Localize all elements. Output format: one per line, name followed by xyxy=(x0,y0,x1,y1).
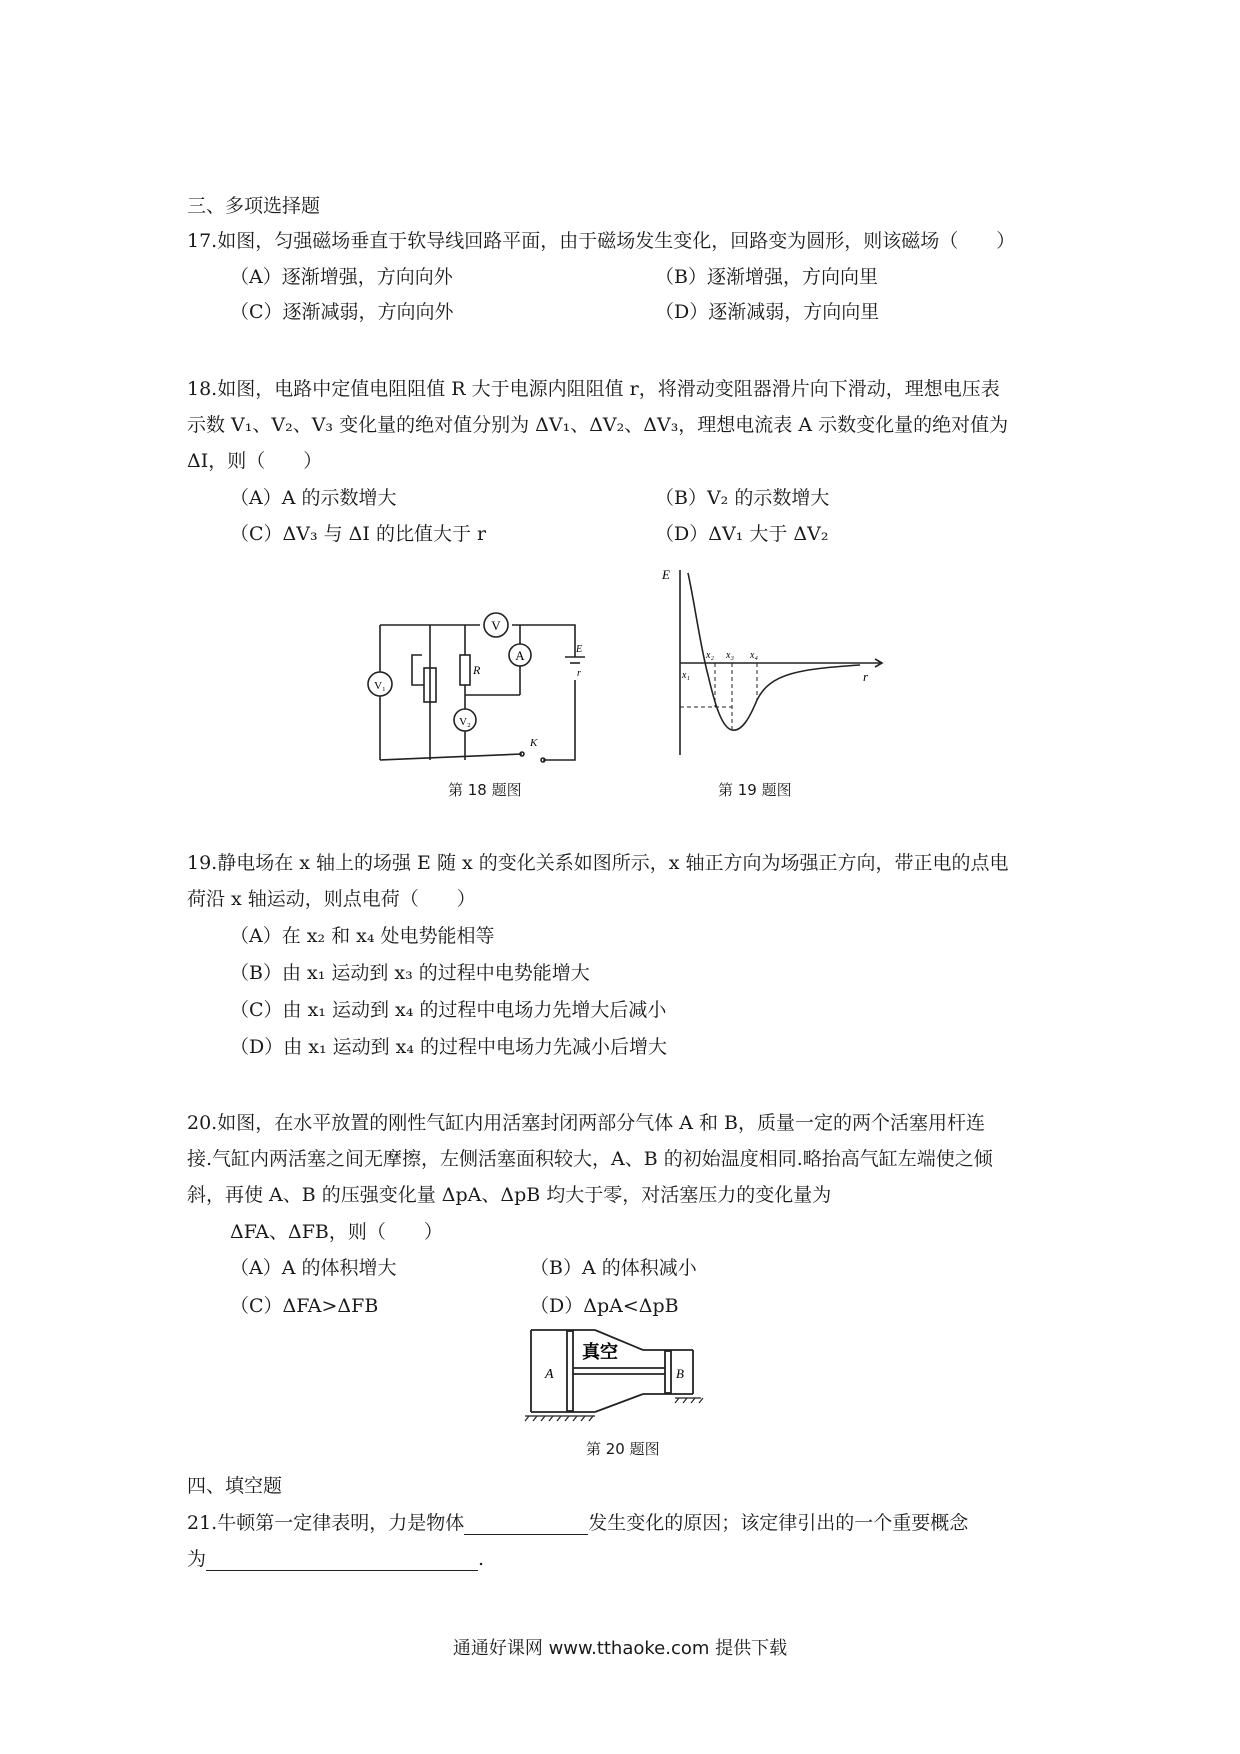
q21-text-3: 为 xyxy=(187,1548,207,1570)
q19-option-b: （B）由 x₁ 运动到 x₃ 的过程中电势能增大 xyxy=(230,962,590,984)
fig20-caption: 第 20 题图 xyxy=(586,1440,660,1458)
fig19-label-x2: x₂ xyxy=(706,650,714,661)
q21-line-2 xyxy=(187,1547,484,1571)
fig20-label-b: B xyxy=(676,1366,684,1381)
fig18-caption: 第 18 题图 xyxy=(448,781,522,799)
q20-line-3: 斜，再使 A、B 的压强变化量 ΔpA、ΔpB 均大于零，对活塞压力的变化量为 xyxy=(187,1184,832,1206)
q19-line-1: 19.静电场在 x 轴上的场强 E 随 x 的变化关系如图所示，x 轴正方向为场强正方向，带正电的点电 xyxy=(187,852,1009,874)
section-4-title: 四、填空题 xyxy=(187,1475,283,1497)
fig18-label-switch: K xyxy=(530,737,538,749)
q20-option-c: （C）ΔFA>ΔFB xyxy=(230,1295,379,1317)
q19-line-2: 荷沿 x 轴运动，则点电荷（ ） xyxy=(187,888,476,910)
fig19-label-x4: x₄ xyxy=(750,650,758,661)
section-3-title: 三、多项选择题 xyxy=(187,195,321,217)
fig18-label-v1: V₁ xyxy=(374,680,386,692)
q17-option-a: （A）逐渐增强，方向向外 xyxy=(230,266,453,288)
fig18-circuit-diagram xyxy=(360,600,600,770)
q20-option-d: （D）ΔpA<ΔpB xyxy=(530,1295,679,1317)
fig18-label-internal-r: r xyxy=(577,668,581,679)
fig19-label-x1: x₁ xyxy=(682,670,690,681)
q18-line-3: ΔI，则（ ） xyxy=(187,450,323,472)
q17-stem: 17.如图，匀强磁场垂直于软导线回路平面，由于磁场发生变化，回路变为圆形，则该磁场（ ） xyxy=(187,230,1016,252)
q17-option-d: （D）逐渐减弱，方向向里 xyxy=(655,301,880,323)
q20-option-b: （B）A 的体积减小 xyxy=(530,1257,697,1279)
q19-option-d: （D）由 x₁ 运动到 x₄ 的过程中电场力先减小后增大 xyxy=(230,1036,668,1058)
q18-option-c: （C）ΔV₃ 与 ΔI 的比值大于 r xyxy=(230,523,487,545)
q20-line-2: 接.气缸内两活塞之间无摩擦，左侧活塞面积较大，A、B 的初始温度相同.略抬高气缸左端使之倾 xyxy=(187,1148,993,1170)
fig19-axis-e: E xyxy=(662,567,670,582)
q21-blank-1[interactable] xyxy=(464,1516,588,1535)
fig19-graph xyxy=(660,565,890,765)
fig19-axis-r: r xyxy=(863,669,869,684)
q18-option-b: （B）V₂ 的示数增大 xyxy=(655,487,830,509)
q20-option-a: （A）A 的体积增大 xyxy=(230,1257,397,1279)
fig20-cylinder-diagram xyxy=(525,1328,725,1423)
q21-blank-2[interactable] xyxy=(206,1552,478,1571)
q18-option-a: （A）A 的示数增大 xyxy=(230,487,397,509)
q21-text-4: . xyxy=(478,1548,485,1570)
fig19-caption: 第 19 题图 xyxy=(718,781,792,799)
q21-line-1 xyxy=(187,1511,968,1535)
q21-text-1: 21.牛顿第一定律表明，力是物体 xyxy=(187,1512,465,1534)
fig19-label-x3: x₃ xyxy=(726,650,734,661)
fig18-label-v: V xyxy=(491,618,501,633)
q18-line-1: 18.如图，电路中定值电阻阻值 R 大于电源内阻阻值 r，将滑动变阻器滑片向下滑动，理想电压表 xyxy=(187,378,1000,400)
q20-line-1: 20.如图，在水平放置的刚性气缸内用活塞封闭两部分气体 A 和 B，质量一定的两个活塞用杆连 xyxy=(187,1112,986,1134)
q20-line-4: ΔFA、ΔFB，则（ ） xyxy=(230,1221,443,1243)
fig18-label-emf: E xyxy=(576,644,583,655)
fig18-label-v2: V₂ xyxy=(459,716,471,728)
fig18-label-ammeter: A xyxy=(515,648,525,663)
q19-option-c: （C）由 x₁ 运动到 x₄ 的过程中电场力先增大后减小 xyxy=(230,999,667,1021)
fig20-label-vacuum: 真空 xyxy=(582,1342,618,1363)
fig20-label-a: A xyxy=(545,1367,554,1382)
q18-line-2: 示数 V₁、V₂、V₃ 变化量的绝对值分别为 ΔV₁、ΔV₂、ΔV₃，理想电流表 A 示数变化量的绝对值为 xyxy=(187,414,1009,436)
q18-option-d: （D）ΔV₁ 大于 ΔV₂ xyxy=(655,523,829,545)
fig18-label-r: R xyxy=(473,663,481,677)
page-footer: 通通好课网 www.tthaoke.com 提供下载 xyxy=(452,1638,788,1659)
q19-option-a: （A）在 x₂ 和 x₄ 处电势能相等 xyxy=(230,925,495,947)
q17-option-b: （B）逐渐增强，方向向里 xyxy=(655,266,878,288)
q21-text-2: 发生变化的原因；该定律引出的一个重要概念 xyxy=(588,1512,969,1534)
q17-option-c: （C）逐渐减弱，方向向外 xyxy=(230,301,454,323)
